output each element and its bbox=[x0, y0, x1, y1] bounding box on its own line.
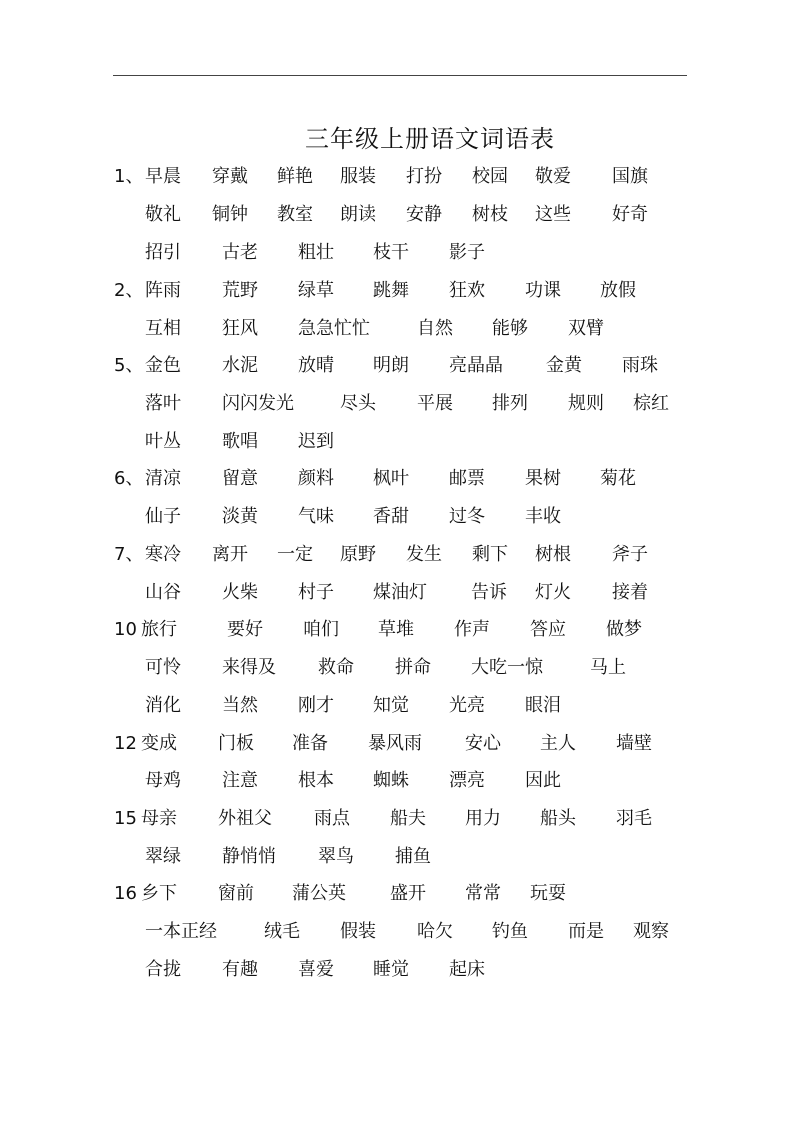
vocab-word: 棕红 bbox=[633, 393, 669, 414]
vocab-word: 眼泪 bbox=[525, 695, 561, 716]
vocab-word: 拼命 bbox=[395, 657, 431, 678]
vocab-word: 根本 bbox=[298, 770, 334, 791]
vocab-word: 村子 bbox=[298, 582, 334, 603]
vocab-line bbox=[0, 843, 800, 871]
vocab-word: 静悄悄 bbox=[222, 846, 276, 867]
vocab-word: 刚才 bbox=[298, 695, 334, 716]
vocab-word: 影子 bbox=[449, 242, 485, 263]
vocab-line bbox=[0, 503, 800, 531]
vocab-word: 可怜 bbox=[145, 657, 181, 678]
vocab-word: 马上 bbox=[590, 657, 626, 678]
vocab-word: 咱们 bbox=[303, 619, 339, 640]
vocab-word: 漂亮 bbox=[449, 770, 485, 791]
vocab-word: 规则 bbox=[568, 393, 604, 414]
vocab-line bbox=[0, 201, 800, 229]
vocab-word: 古老 bbox=[222, 242, 258, 263]
vocab-word: 金色 bbox=[145, 355, 181, 376]
vocab-word: 常常 bbox=[465, 883, 501, 904]
vocab-word: 一定 bbox=[277, 544, 313, 565]
vocab-line bbox=[0, 616, 800, 644]
lesson-number: 16 bbox=[114, 883, 137, 904]
vocab-word: 假装 bbox=[340, 921, 376, 942]
vocab-word: 仙子 bbox=[145, 506, 181, 527]
vocab-word: 离开 bbox=[212, 544, 248, 565]
vocab-word: 暴风雨 bbox=[368, 733, 422, 754]
vocab-word: 校园 bbox=[472, 166, 508, 187]
vocab-word: 盛开 bbox=[390, 883, 426, 904]
vocab-word: 招引 bbox=[145, 242, 181, 263]
vocab-line bbox=[0, 730, 800, 758]
vocab-word: 绿草 bbox=[298, 280, 334, 301]
vocab-word: 安心 bbox=[465, 733, 501, 754]
vocab-word: 来得及 bbox=[222, 657, 276, 678]
vocab-word: 原野 bbox=[340, 544, 376, 565]
vocab-word: 山谷 bbox=[145, 582, 181, 603]
vocab-word: 有趣 bbox=[222, 959, 258, 980]
vocab-word: 安静 bbox=[406, 204, 442, 225]
vocab-word: 功课 bbox=[525, 280, 561, 301]
vocab-word: 好奇 bbox=[612, 204, 648, 225]
vocab-word: 朗读 bbox=[340, 204, 376, 225]
vocab-word: 穿戴 bbox=[212, 166, 248, 187]
vocab-word: 水泥 bbox=[222, 355, 258, 376]
vocab-word: 用力 bbox=[465, 808, 501, 829]
vocab-word: 急急忙忙 bbox=[298, 318, 370, 339]
vocab-word: 绒毛 bbox=[264, 921, 300, 942]
vocab-word: 这些 bbox=[535, 204, 571, 225]
vocab-word: 树根 bbox=[535, 544, 571, 565]
vocab-word: 过冬 bbox=[449, 506, 485, 527]
vocab-word: 发生 bbox=[406, 544, 442, 565]
vocab-line bbox=[0, 541, 800, 569]
vocab-word: 钓鱼 bbox=[492, 921, 528, 942]
vocab-word: 狂风 bbox=[222, 318, 258, 339]
vocab-word: 排列 bbox=[492, 393, 528, 414]
vocab-word: 羽毛 bbox=[616, 808, 652, 829]
vocab-word: 香甜 bbox=[373, 506, 409, 527]
vocab-word: 枫叶 bbox=[373, 468, 409, 489]
vocab-word: 而是 bbox=[568, 921, 604, 942]
vocab-line bbox=[0, 918, 800, 946]
header-rule bbox=[113, 75, 687, 76]
vocab-word: 翠鸟 bbox=[318, 846, 354, 867]
vocab-word: 灯火 bbox=[535, 582, 571, 603]
vocab-word: 蜘蛛 bbox=[373, 770, 409, 791]
vocab-word: 铜钟 bbox=[212, 204, 248, 225]
vocab-word: 放假 bbox=[600, 280, 636, 301]
vocab-word: 金黄 bbox=[546, 355, 582, 376]
vocab-word: 荒野 bbox=[222, 280, 258, 301]
vocab-word: 喜爱 bbox=[298, 959, 334, 980]
vocab-word: 早晨 bbox=[145, 166, 181, 187]
page-title: 三年级上册语文词语表 bbox=[305, 125, 555, 153]
vocab-word: 煤油灯 bbox=[373, 582, 427, 603]
vocab-word: 尽头 bbox=[340, 393, 376, 414]
vocab-line bbox=[0, 654, 800, 682]
vocab-line bbox=[0, 428, 800, 456]
vocab-word: 因此 bbox=[525, 770, 561, 791]
vocab-line bbox=[0, 315, 800, 343]
vocab-word: 敬爱 bbox=[535, 166, 571, 187]
vocab-word: 旅行 bbox=[141, 619, 177, 640]
vocab-word: 玩耍 bbox=[530, 883, 566, 904]
vocab-word: 淡黄 bbox=[222, 506, 258, 527]
lesson-number: 10 bbox=[114, 619, 137, 640]
vocab-word: 剩下 bbox=[472, 544, 508, 565]
vocab-word: 雨点 bbox=[314, 808, 350, 829]
vocab-word: 歌唱 bbox=[222, 431, 258, 452]
vocab-word: 国旗 bbox=[612, 166, 648, 187]
lesson-number: 5、 bbox=[114, 355, 144, 376]
vocab-word: 草堆 bbox=[378, 619, 414, 640]
vocab-word: 能够 bbox=[492, 318, 528, 339]
vocab-word: 接着 bbox=[612, 582, 648, 603]
vocab-word: 一本正经 bbox=[145, 921, 217, 942]
vocab-word: 互相 bbox=[145, 318, 181, 339]
vocab-word: 知觉 bbox=[373, 695, 409, 716]
vocab-word: 外祖父 bbox=[218, 808, 272, 829]
vocab-word: 哈欠 bbox=[417, 921, 453, 942]
vocab-word: 亮晶晶 bbox=[449, 355, 503, 376]
lesson-number: 6、 bbox=[114, 468, 144, 489]
vocab-line bbox=[0, 239, 800, 267]
vocab-word: 菊花 bbox=[600, 468, 636, 489]
vocab-line bbox=[0, 277, 800, 305]
vocab-word: 蒲公英 bbox=[292, 883, 346, 904]
vocab-line bbox=[0, 390, 800, 418]
vocab-word: 准备 bbox=[292, 733, 328, 754]
lesson-number: 7、 bbox=[114, 544, 144, 565]
vocab-word: 起床 bbox=[449, 959, 485, 980]
vocab-word: 门板 bbox=[218, 733, 254, 754]
lesson-number: 15 bbox=[114, 808, 137, 829]
vocab-word: 大吃一惊 bbox=[471, 657, 543, 678]
vocab-word: 翠绿 bbox=[145, 846, 181, 867]
vocab-word: 鲜艳 bbox=[277, 166, 313, 187]
vocab-word: 答应 bbox=[530, 619, 566, 640]
vocab-word: 主人 bbox=[540, 733, 576, 754]
vocab-word: 阵雨 bbox=[145, 280, 181, 301]
vocab-line bbox=[0, 805, 800, 833]
vocab-word: 打扮 bbox=[406, 166, 442, 187]
vocab-word: 闪闪发光 bbox=[222, 393, 294, 414]
vocab-word: 乡下 bbox=[141, 883, 177, 904]
vocab-word: 消化 bbox=[145, 695, 181, 716]
vocab-word: 树枝 bbox=[472, 204, 508, 225]
vocab-word: 叶丛 bbox=[145, 431, 181, 452]
vocab-word: 双臂 bbox=[568, 318, 604, 339]
vocab-word: 当然 bbox=[222, 695, 258, 716]
vocab-word: 敬礼 bbox=[145, 204, 181, 225]
vocab-word: 狂欢 bbox=[449, 280, 485, 301]
vocab-word: 救命 bbox=[318, 657, 354, 678]
vocab-word: 气味 bbox=[298, 506, 334, 527]
vocab-word: 船夫 bbox=[390, 808, 426, 829]
vocab-line bbox=[0, 579, 800, 607]
vocab-line bbox=[0, 352, 800, 380]
vocab-word: 跳舞 bbox=[373, 280, 409, 301]
vocab-word: 船头 bbox=[540, 808, 576, 829]
vocab-word: 捕鱼 bbox=[395, 846, 431, 867]
vocab-word: 迟到 bbox=[298, 431, 334, 452]
vocab-word: 枝干 bbox=[373, 242, 409, 263]
vocab-word: 丰收 bbox=[525, 506, 561, 527]
vocab-word: 光亮 bbox=[449, 695, 485, 716]
vocab-word: 果树 bbox=[525, 468, 561, 489]
vocab-word: 要好 bbox=[227, 619, 263, 640]
vocab-word: 窗前 bbox=[218, 883, 254, 904]
vocab-word: 教室 bbox=[277, 204, 313, 225]
vocab-word: 注意 bbox=[222, 770, 258, 791]
vocab-word: 雨珠 bbox=[622, 355, 658, 376]
vocab-word: 清凉 bbox=[145, 468, 181, 489]
vocab-line bbox=[0, 163, 800, 191]
vocab-word: 变成 bbox=[141, 733, 177, 754]
vocab-line bbox=[0, 692, 800, 720]
vocab-word: 放晴 bbox=[298, 355, 334, 376]
vocab-word: 平展 bbox=[417, 393, 453, 414]
vocab-word: 留意 bbox=[222, 468, 258, 489]
vocab-word: 母亲 bbox=[141, 808, 177, 829]
vocab-word: 粗壮 bbox=[298, 242, 334, 263]
vocab-word: 明朗 bbox=[373, 355, 409, 376]
vocab-word: 寒冷 bbox=[145, 544, 181, 565]
vocab-word: 墙壁 bbox=[616, 733, 652, 754]
vocab-word: 自然 bbox=[417, 318, 453, 339]
vocab-word: 颜料 bbox=[298, 468, 334, 489]
vocab-word: 落叶 bbox=[145, 393, 181, 414]
vocab-line bbox=[0, 956, 800, 984]
vocab-word: 邮票 bbox=[449, 468, 485, 489]
vocab-word: 服装 bbox=[340, 166, 376, 187]
vocab-word: 睡觉 bbox=[373, 959, 409, 980]
lesson-number: 2、 bbox=[114, 280, 144, 301]
vocab-word: 合拢 bbox=[145, 959, 181, 980]
vocab-word: 斧子 bbox=[612, 544, 648, 565]
vocab-word: 作声 bbox=[454, 619, 490, 640]
vocab-line bbox=[0, 880, 800, 908]
vocab-line bbox=[0, 767, 800, 795]
vocab-word: 做梦 bbox=[606, 619, 642, 640]
vocab-line bbox=[0, 465, 800, 493]
lesson-number: 12 bbox=[114, 733, 137, 754]
vocab-word: 告诉 bbox=[471, 582, 507, 603]
vocab-word: 母鸡 bbox=[145, 770, 181, 791]
vocab-word: 观察 bbox=[633, 921, 669, 942]
vocab-word: 火柴 bbox=[222, 582, 258, 603]
lesson-number: 1、 bbox=[114, 166, 144, 187]
